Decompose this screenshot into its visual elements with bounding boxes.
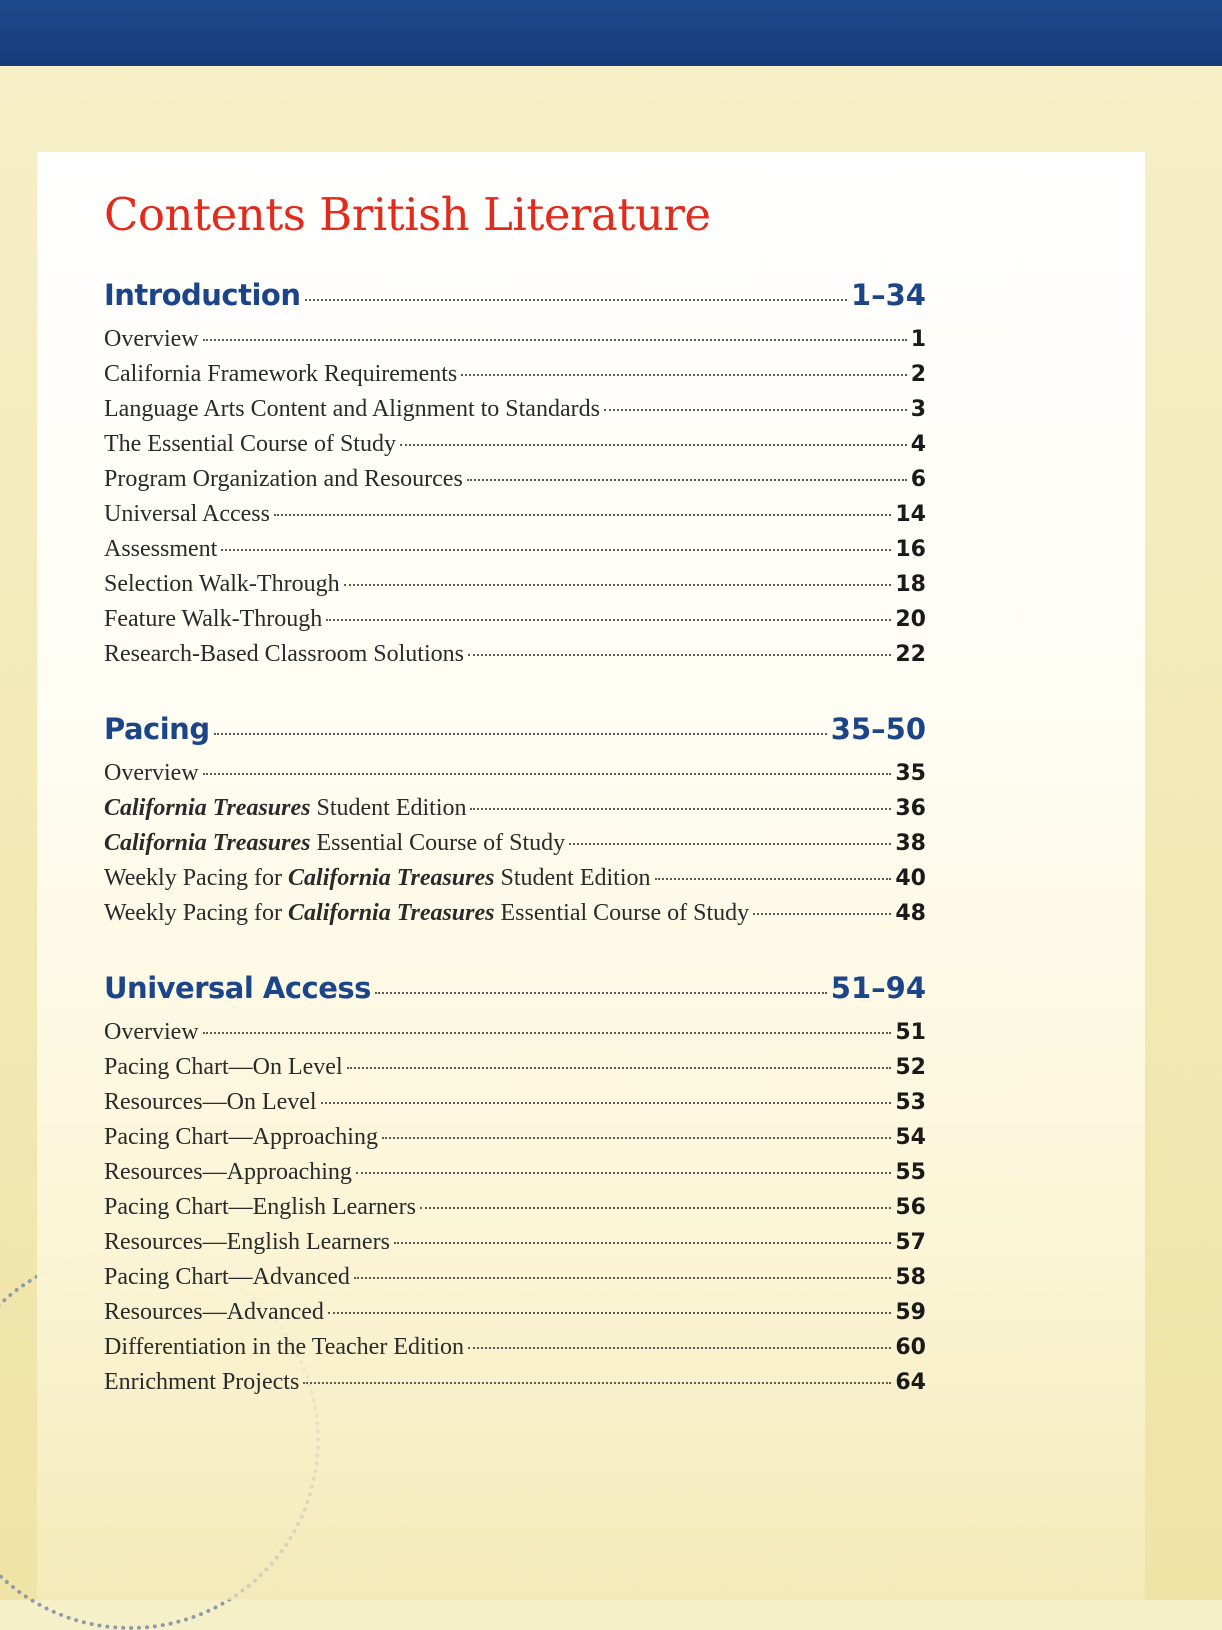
entry-page: 3 [910,397,926,422]
toc-entry[interactable] [104,795,926,830]
toc-entry[interactable] [104,865,926,900]
entry-text: Selection Walk-Through [104,571,340,597]
dot-leader [467,479,907,481]
entry-page: 57 [895,1230,926,1255]
dot-leader [344,584,892,586]
top-color-band [0,0,1222,66]
entry-page: 1 [910,327,926,352]
dot-leader [470,808,891,810]
section-heading: Pacing [104,712,210,746]
toc-entry[interactable] [104,1264,926,1299]
entry-page: 35 [895,761,926,786]
dot-leader [394,1242,891,1244]
toc-entry[interactable] [104,760,926,795]
entry-italic-title: California Treasures [288,865,495,891]
entry-page: 20 [895,607,926,632]
entry-page: 56 [895,1195,926,1220]
dot-leader [354,1277,891,1279]
entry-text: Overview [104,326,199,352]
dot-leader [274,514,891,516]
dot-leader [305,299,847,301]
entry-text: Essential Course of Study [494,900,750,926]
entry-text: Differentiation in the Teacher Edition [104,1334,464,1360]
entry-page: 36 [895,796,926,821]
entry-text: Student Edition [310,795,467,821]
toc-entry[interactable] [104,641,926,676]
section-heading: Universal Access [104,971,371,1005]
entry-text: Student Edition [494,865,651,891]
toc-entry[interactable] [104,501,926,536]
entry-text: Language Arts Content and Alignment to Standards [104,396,600,422]
entry-text: Program Organization and Resources [104,466,463,492]
toc-entry[interactable] [104,326,926,361]
dot-leader [382,1137,891,1139]
section-universal-access [104,971,926,1404]
section-heading-row[interactable] [104,971,926,1019]
dot-leader [569,843,891,845]
dot-leader [400,444,907,446]
toc-entry[interactable] [104,431,926,466]
entry-page: 55 [895,1160,926,1185]
dot-leader [221,549,891,551]
dot-leader [375,992,827,994]
section-heading: Introduction [104,278,301,312]
entry-page: 2 [910,362,926,387]
entry-text: Universal Access [104,501,270,527]
entry-text: Research-Based Classroom Solutions [104,641,464,667]
entry-page: 60 [895,1335,926,1360]
toc-entry[interactable] [104,1159,926,1194]
dot-leader [203,1032,892,1034]
entry-italic-title: California Treasures [104,795,311,821]
dot-leader [214,733,827,735]
page-title: Contents British Literature [104,188,711,241]
toc-entry[interactable] [104,1229,926,1264]
section-page-range: 35–50 [830,712,926,746]
dot-leader [347,1067,892,1069]
toc-entry[interactable] [104,1369,926,1404]
entry-page: 38 [895,831,926,856]
dot-leader [468,1347,891,1349]
dot-leader [420,1207,891,1209]
entry-text: Resources—English Learners [104,1229,390,1255]
toc-entry[interactable] [104,1124,926,1159]
entry-text: Overview [104,1019,199,1045]
toc-entry[interactable] [104,361,926,396]
dot-leader [203,773,892,775]
toc-entry[interactable] [104,396,926,431]
entry-page: 52 [895,1055,926,1080]
toc-entry[interactable] [104,830,926,865]
dot-leader [328,1312,891,1314]
section-pacing [104,712,926,935]
toc-entry[interactable] [104,1019,926,1054]
dot-leader [461,374,906,376]
entry-page: 48 [895,901,926,926]
dot-leader [356,1172,891,1174]
section-introduction [104,278,926,676]
dot-leader [303,1382,891,1384]
toc-entry[interactable] [104,1054,926,1089]
entry-page: 16 [895,537,926,562]
entry-text: Resources—Advanced [104,1299,324,1325]
dot-leader [468,654,891,656]
entry-text: California Framework Requirements [104,361,458,387]
toc-entry[interactable] [104,1299,926,1334]
toc-entry[interactable] [104,1089,926,1124]
section-heading-row[interactable] [104,712,926,760]
dot-leader [326,619,891,621]
toc-entry[interactable] [104,571,926,606]
dot-leader [203,339,907,341]
entry-text: Pacing Chart—Advanced [104,1264,350,1290]
entry-text: Resources—Approaching [104,1159,352,1185]
section-heading-row[interactable] [104,278,926,326]
entry-page: 14 [895,502,926,527]
toc-entry[interactable] [104,536,926,571]
entry-page: 51 [895,1020,926,1045]
entry-text: Pacing Chart—On Level [104,1054,343,1080]
entry-page: 6 [910,467,926,492]
entry-text: Pacing Chart—English Learners [104,1194,416,1220]
entry-text: Feature Walk-Through [104,606,323,632]
entry-italic-title: California Treasures [104,830,311,856]
entry-text: Weekly Pacing for [104,865,289,891]
entry-text: Pacing Chart—Approaching [104,1124,378,1150]
entry-text: Overview [104,760,199,786]
entry-text: The Essential Course of Study [104,431,396,457]
toc-entry[interactable] [104,900,926,935]
dot-leader [753,913,891,915]
entry-page: 54 [895,1125,926,1150]
entry-page: 22 [895,642,926,667]
entry-text: Enrichment Projects [104,1369,300,1395]
toc-entry[interactable] [104,1194,926,1229]
entry-text: Weekly Pacing for [104,900,289,926]
entry-page: 58 [895,1265,926,1290]
entry-text: Assessment [104,536,218,562]
dot-leader [321,1102,892,1104]
entry-page: 59 [895,1300,926,1325]
toc-entry[interactable] [104,1334,926,1369]
entry-page: 64 [895,1370,926,1395]
entry-text: Essential Course of Study [310,830,566,856]
entry-italic-title: California Treasures [288,900,495,926]
section-page-range: 1–34 [850,278,926,312]
entry-page: 18 [895,572,926,597]
entry-page: 4 [910,432,926,457]
toc-entry[interactable] [104,606,926,641]
entry-page: 53 [895,1090,926,1115]
dot-leader [655,878,892,880]
section-page-range: 51–94 [830,971,926,1005]
entry-text: Resources—On Level [104,1089,317,1115]
dot-leader [604,409,907,411]
toc-entry[interactable] [104,466,926,501]
entry-page: 40 [895,866,926,891]
table-of-contents [104,278,926,1440]
